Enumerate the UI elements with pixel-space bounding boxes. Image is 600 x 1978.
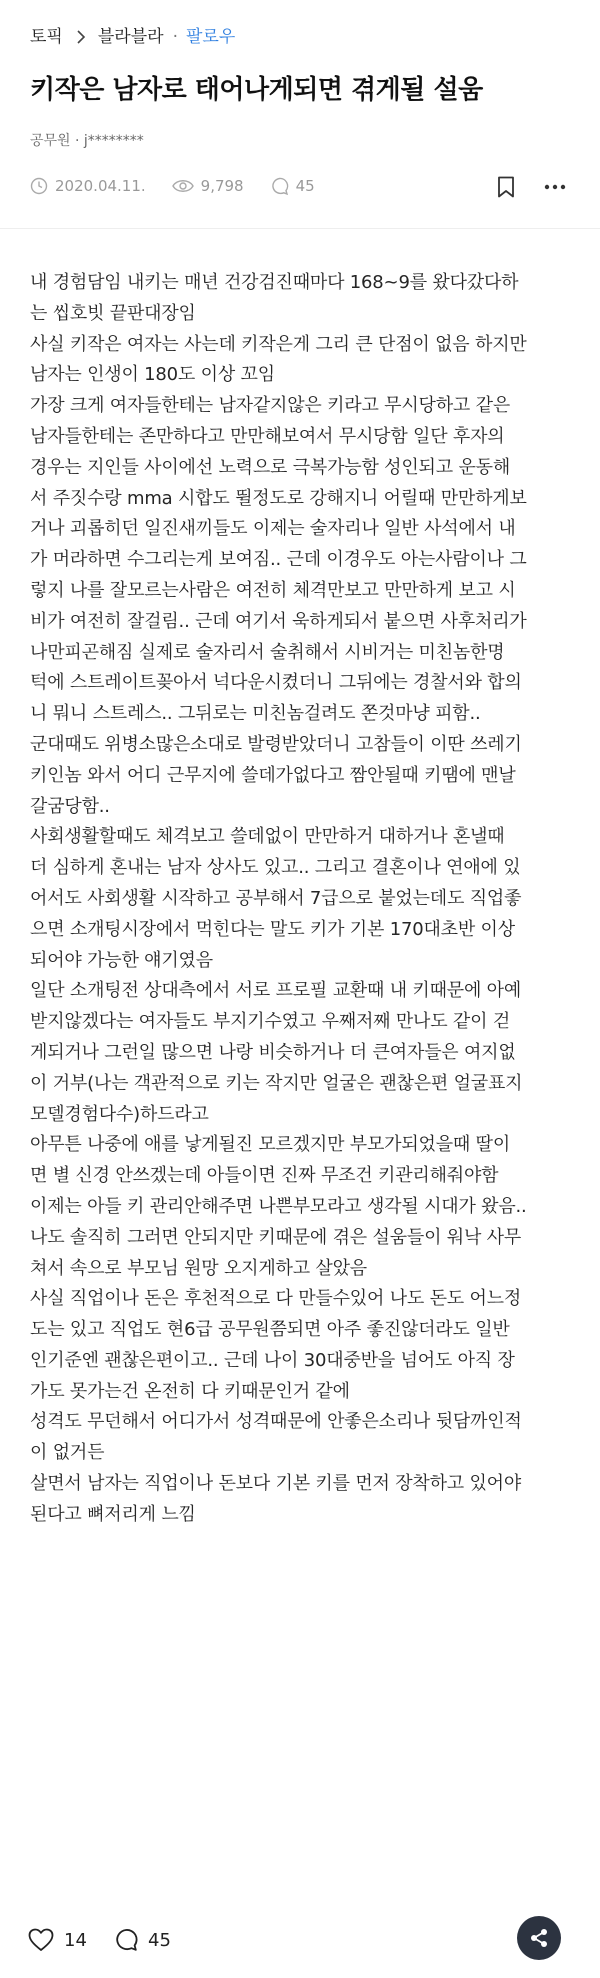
breadcrumb-channel[interactable]: 블라블라: [97, 27, 164, 47]
post-views: [172, 175, 244, 197]
body-line: 사회생활할때도 체격보고 쓸데없이 만만하거 대하거나 혼낼때: [30, 826, 505, 848]
body-line: 일단 소개팅전 상대측에서 서로 프로필 교환때 내 키때문에 아예: [30, 980, 522, 1002]
share-button[interactable]: [517, 1916, 561, 1960]
body-line: 성격도 무던해서 어디가서 성격때문에 안좋은소리나 뒷담까인적: [30, 1411, 522, 1433]
breadcrumb: [30, 24, 235, 50]
body-line: 거나 괴롭히던 일진새끼들도 이제는 술자리나 일반 사석에서 내: [30, 518, 516, 540]
post-views-count: 9,798: [200, 177, 244, 195]
body-line: 이 없거든: [30, 1442, 105, 1464]
body-line: 턱에 스트레이트꽂아서 넉다운시켰더니 그뒤에는 경찰서와 합의: [30, 672, 522, 694]
body-line: 어서도 사회생활 시작하고 공부해서 7급으로 붙었는데도 직업좋: [30, 887, 522, 909]
body-line: 아무튼 나중에 애를 낳게될진 모르겠지만 부모가되었을때 딸이: [30, 1134, 511, 1156]
body-line: 경우는 지인들 사이에선 노력으로 극복가능함 성인되고 운동해: [30, 456, 511, 478]
comment-count: 45: [148, 1929, 171, 1951]
comment-bubble-icon: [270, 177, 289, 196]
bottom-action-bar: [0, 1910, 600, 1970]
body-line: 게되거나 그런일 많으면 나랑 비슷하거나 더 큰여자들은 여지없: [30, 1041, 516, 1063]
heart-icon: [28, 1928, 54, 1952]
more-dots-icon[interactable]: [544, 184, 566, 190]
eye-icon: [172, 178, 194, 194]
like-count: 14: [64, 1929, 87, 1951]
body-line: 도는 있고 직업도 현6급 공무원쯤되면 아주 좋진않더라도 일반: [30, 1319, 510, 1341]
body-line: 키인놈 와서 어디 근무지에 쓸데가없다고 짬안될때 키땜에 맨날: [30, 764, 516, 786]
body-line: 남자들한테는 존만하다고 만만해보여서 무시당함 일단 후자의: [30, 425, 505, 447]
post-comments[interactable]: [270, 175, 315, 197]
body-line: 쳐서 속으로 부모님 원망 오지게하고 살았음: [30, 1257, 367, 1279]
body-line: 는 씹호빗 끝판대장임: [30, 302, 196, 324]
body-line: 나만피곤해짐 실제로 술자리서 술취해서 시비거는 미친놈한명: [30, 641, 505, 663]
body-line: 모델경험다수)하드라고: [30, 1103, 209, 1125]
body-line: 살면서 남자는 직업이나 돈보다 기본 키를 먼저 장착하고 있어야: [30, 1473, 522, 1495]
post-date: [30, 175, 146, 197]
body-line: 군대때도 위병소많은소대로 발령받았더니 고참들이 이딴 쓰레기: [30, 733, 522, 755]
body-line: 갈굼당함..: [30, 795, 110, 817]
breadcrumb-separator: ·: [172, 27, 178, 47]
body-line: 나도 솔직히 그러면 안되지만 키때문에 겪은 설움들이 워낙 사무: [30, 1226, 522, 1248]
body-line: 된다고 뼈저리게 느낌: [30, 1503, 196, 1525]
like-button[interactable]: [28, 1928, 87, 1952]
chevron-right-icon: [73, 29, 89, 45]
post-author[interactable]: 공무원 · j********: [30, 133, 144, 149]
clock-icon: [30, 177, 48, 195]
body-line: 받지않겠다는 여자들도 부지기수였고 우째저째 만나도 같이 걷: [30, 1011, 511, 1033]
header-divider: [0, 228, 600, 229]
body-line: 더 심하게 혼내는 남자 상사도 있고.. 그리고 결혼이나 연애에 있: [30, 857, 521, 879]
body-line: 이 거부(나는 객관적으로 키는 작지만 얼굴은 괜찮은편 얼굴표지: [30, 1072, 523, 1094]
share-icon: [528, 1927, 550, 1949]
body-line: 되어야 가능한 얘기였음: [30, 949, 213, 971]
body-line: 비가 여전히 잘걸림.. 근데 여기서 욱하게되서 붙으면 사후처리가: [30, 610, 527, 632]
body-line: 남자는 인생이 180도 이상 꼬임: [30, 364, 275, 386]
bookmark-icon[interactable]: [496, 176, 516, 198]
post-title: 키작은 남자로 태어나게되면 겪게될 설움: [30, 75, 483, 105]
post-date-text: 2020.04.11.: [55, 177, 146, 195]
comment-bubble-icon: [114, 1928, 138, 1952]
body-line: 니 뭐니 스트레스.. 그뒤로는 미친놈걸려도 쫀것마냥 피함..: [30, 703, 481, 725]
body-line: 면 별 신경 안쓰겠는데 아들이면 진짜 무조건 키관리해줘야함: [30, 1165, 499, 1187]
follow-button[interactable]: 팔로우: [185, 27, 236, 47]
post-meta: [30, 175, 315, 197]
body-line: 서 주짓수랑 mma 시합도 뛸정도로 강해지니 어릴때 만만하게보: [30, 487, 527, 509]
body-line: 렇지 나를 잘모르는사람은 여전히 체격만보고 만만하게 보고 시: [30, 579, 516, 601]
post-body: [30, 268, 570, 1531]
body-line: 사실 직업이나 돈은 후천적으로 다 만들수있어 나도 돈도 어느정: [30, 1288, 522, 1310]
body-line: 내 경험담임 내키는 매년 건강검진때마다 168~9를 왔다갔다하: [30, 272, 519, 293]
breadcrumb-topic[interactable]: 토픽: [30, 27, 63, 47]
body-line: 가장 크게 여자들한테는 남자같지않은 키라고 무시당하고 같은: [30, 395, 511, 417]
post-comments-count: 45: [295, 177, 315, 195]
body-line: 으면 소개팅시장에서 먹힌다는 말도 키가 기본 170대초반 이상: [30, 918, 515, 940]
body-line: 가도 못가는건 온전히 다 키때문인거 같에: [30, 1380, 350, 1402]
body-line: 이제는 아들 키 관리안해주면 나쁜부모라고 생각될 시대가 왔음..: [30, 1195, 527, 1217]
body-line: 인기준엔 괜찮은편이고.. 근데 나이 30대중반을 넘어도 아직 장: [30, 1349, 515, 1371]
body-line: 사실 키작은 여자는 사는데 키작은게 그리 큰 단점이 없음 하지만: [30, 333, 527, 355]
body-line: 가 머라하면 수그리는게 보여짐.. 근데 이경우도 아는사람이나 그: [30, 549, 527, 571]
comment-button[interactable]: [114, 1928, 171, 1952]
